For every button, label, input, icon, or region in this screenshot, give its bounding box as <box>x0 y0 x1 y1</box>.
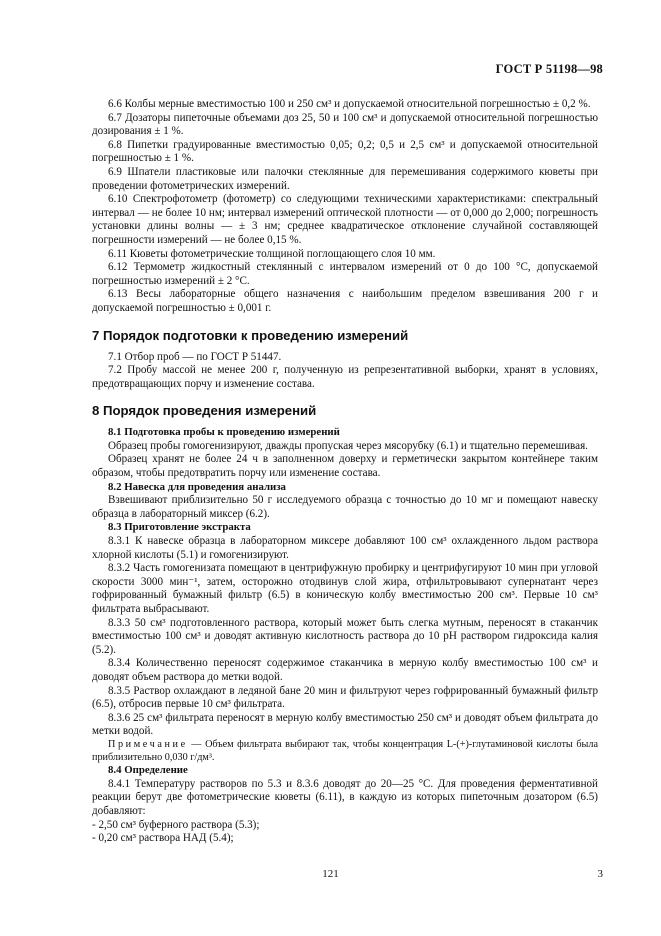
paragraph-8-3-1: 8.3.1 К навеске образца в лабораторном миксере добавляют 100 см³ охлажденного льдом раствора хлорной кислоты (5.1) и гомогенизируют. <box>92 535 598 561</box>
paragraph-7-2: 7.2 Пробу массой не менее 200 г, полученную из репрезентативной выборки, хранят в условиях, предотвращающих порчу и изменение состава. <box>92 364 598 390</box>
subsection-8-3-heading: 8.3 Приготовление экстракта <box>108 521 251 534</box>
paragraph-8-3-4: 8.3.4 Количественно переносят содержимое стаканчика в мерную колбу вместимостью 100 см³ и доводят объем раствора до метки водой. <box>92 657 598 683</box>
document-header: ГОСТ Р 51198—98 <box>495 62 603 76</box>
paragraph-6-8: 6.8 Пипетки градуированные вместимостью 0,05; 0,2; 0,5 и 2,5 см³ и допускаемой относительной погрешностью ± 1 %. <box>92 138 598 165</box>
paragraph-7-1: 7.1 Отбор проб — по ГОСТ Р 51447. <box>108 350 282 363</box>
page-number: 121 <box>322 868 339 880</box>
paragraph-6-9: 6.9 Шпатели пластиковые или палочки стеклянные для перемешивания содержимого кюветы при проведении фотометрических измерений. <box>92 165 598 192</box>
subsection-8-1-heading: 8.1 Подготовка пробы к проведению измерений <box>108 426 340 439</box>
note-text: — Объем фильтрата выбирают так, чтобы концентрация L-(+)-глутаминовой кислоты была приблизительно 0,030 г/дм³. <box>92 738 598 763</box>
document-body <box>92 98 598 846</box>
note-paragraph <box>92 739 598 764</box>
paragraph-6-13: 6.13 Весы лабораторные общего назначения с наибольшим пределом взвешивания 200 г и допускаемой погрешностью ± 0,001 г. <box>92 288 598 314</box>
list-item: - 2,50 см³ буферного раствора (5.3); <box>92 818 260 831</box>
paragraph-8-1-b: Образец хранят не более 24 ч в заполненном доверху и герметически закрытом контейнере таким образом, чтобы предотвратить порчу или изменение состава. <box>92 453 598 480</box>
paragraph-6-12: 6.12 Термометр жидкостный стеклянный с интервалом измерений от 0 до 100 °С, допускаемой погрешностью измерений ± 2 °С. <box>92 261 598 287</box>
paragraph-8-3-3: 8.3.3 50 см³ подготовленного раствора, который может быть слегка мутным, переносят в стаканчик вместимостью 100 см³ и доводят активную кислотность раствора до 10 pH раствором гидроксида калия (5.2). <box>92 616 598 656</box>
paragraph-6-10: 6.10 Спектрофотометр (фотометр) со следующими техническими характеристиками: спектральный интервал — не более 10 нм; интервал измерений оптической плотности — от 0,000 до 2,000; погрешность установки длины волны — ± 3 нм; среднее квадратическое отклонение случайной составляющей погрешности измерений — не более 0,15 %. <box>92 193 598 246</box>
paragraph-8-3-5: 8.3.5 Раствор охлаждают в ледяной бане 20 мин и фильтруют через гофрированный бумажный фильтр (6.5), отбросив первые 10 см³ фильтрата. <box>92 684 598 711</box>
paragraph-6-11: 6.11 Кюветы фотометрические толщиной поглощающего слоя 10 мм. <box>108 247 436 260</box>
sheet-number: 3 <box>597 868 603 880</box>
paragraph-8-1-a: Образец пробы гомогенизируют, дважды пропуская через мясорубку (6.1) и тщательно перемешивая. <box>108 439 588 452</box>
subsection-8-2-heading: 8.2 Навеска для проведения анализа <box>108 480 286 493</box>
section-8-heading: 8 Порядок проведения измерений <box>92 403 317 419</box>
paragraph-8-4-1: 8.4.1 Температуру растворов по 5.3 и 8.3.6 доводят до 20—25 °С. Для проведения ферментативной реакции берут две фотометрические кюветы (6.11), в каждую из которых пипеточным дозатором (6.5) добавляют: <box>92 777 598 817</box>
section-7-heading: 7 Порядок подготовки к проведению измерений <box>92 327 409 343</box>
subsection-8-4-heading: 8.4 Определение <box>108 764 188 777</box>
note-label: Примечание <box>108 738 188 750</box>
paragraph-6-6: 6.6 Колбы мерные вместимостью 100 и 250 см³ и допускаемой относительной погрешностью ± 0,2 %. <box>108 98 591 110</box>
paragraph-8-3-2: 8.3.2 Часть гомогенизата помещают в центрифужную пробирку и центрифугируют 10 мин при угловой скорости 3000 мин⁻¹, затем, осторожно отодвинув слой жира, отфильтровывают супернатант через гофрированный бумажный фильтр (6.5) в коническую колбу вместимостью 200 см³. Первые 10 см³ фильтрата выбрасывают. <box>92 562 598 615</box>
paragraph-6-7: 6.7 Дозаторы пипеточные объемами доз 25, 50 и 100 см³ и допускаемой относительной погрешностью дозирования ± 1 %. <box>92 111 598 138</box>
paragraph-8-2: Взвешивают приблизительно 50 г исследуемого образца с точностью до 10 мг и помещают навеску образца в лабораторный миксер (6.2). <box>92 494 598 520</box>
list-item: - 0,20 см³ раствора НАД (5.4); <box>92 832 234 845</box>
paragraph-8-3-6: 8.3.6 25 см³ фильтрата переносят в мерную колбу вместимостью 250 см³ и доводят объем фильтрата до метки водой. <box>92 711 598 738</box>
